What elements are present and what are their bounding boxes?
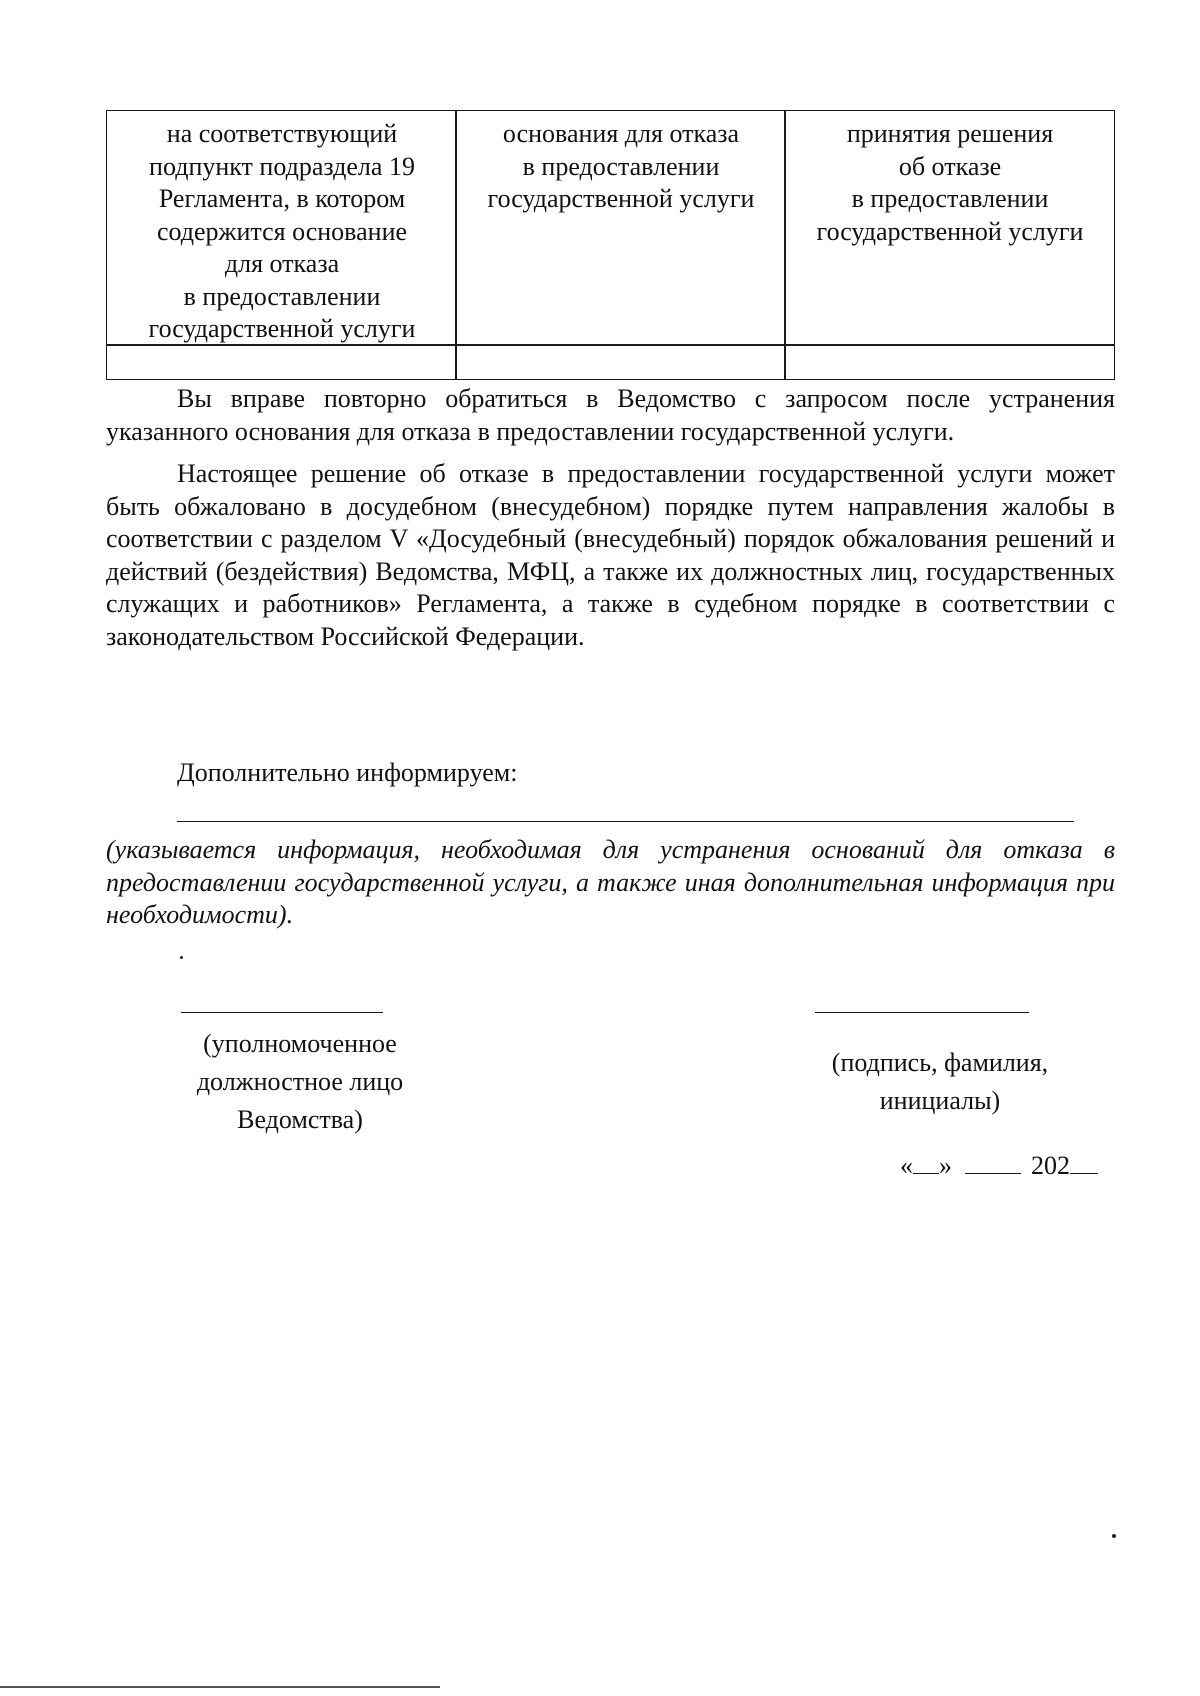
table-cell-decision [785, 111, 1115, 248]
cell-line: на соответствующий [166, 119, 398, 148]
additional-info-note: (указывается информация, необходимая для устранения оснований для отказа в предоставлении государственной услуги, а также иная дополнительная информация при необходимости). [106, 835, 1115, 930]
scan-edge [0, 1686, 440, 1688]
cell-line: государственной услуги [816, 216, 1084, 246]
cell-line: государственной услуги [148, 314, 416, 343]
cell-line: для отказа [224, 249, 340, 278]
paragraph-reapply: Вы вправе повторно обратиться в Ведомство с запросом после устранения указанного основания для отказа в предоставлении государственной услуги. [106, 384, 1115, 446]
cell-line: об отказе [898, 151, 1002, 181]
date-day-blank [913, 1153, 939, 1174]
refusal-table [106, 110, 1115, 380]
cell-line: в предоставлении [183, 281, 381, 311]
cell-line: содержится основание [156, 216, 408, 246]
date-field [900, 1151, 1098, 1181]
cell-line: подпункт подраздела 19 [149, 151, 415, 181]
signature-line-signer [815, 1012, 1029, 1013]
official-caption [150, 1025, 450, 1139]
date-close-quote: » [939, 1151, 952, 1180]
caption-line: должностное лицо [196, 1067, 404, 1096]
date-year-blank [1070, 1153, 1098, 1174]
scan-speck [1112, 1534, 1116, 1538]
date-month-blank [965, 1153, 1021, 1174]
signer-caption [790, 1044, 1090, 1120]
table-cell-grounds [457, 111, 785, 216]
additional-info-label: Дополнительно информируем: [177, 758, 518, 787]
cell-line: Регламента, в котором [158, 184, 406, 213]
cell-line: в предоставлении [851, 184, 1049, 213]
paragraph-appeal: Настоящее решение об отказе в предоставлении государственной услуги может быть обжаловано в досудебном (внесудебном) порядке путем направления жалобы в соответствии с разделом V «Досудебный (внесудебный) порядок обжалования решений и действий (бездействия) Ведомства, МФЦ, а также их должностных лиц, государственных служащих и работников» Регламента, а также в судебном порядке в соответствии с законодательством Российской Федерации. [106, 459, 1115, 651]
caption-line: (уполномоченное [203, 1029, 397, 1058]
fill-in-line [177, 821, 1074, 822]
caption-line: (подпись, фамилия, [831, 1048, 1049, 1077]
caption-line: Ведомства) [237, 1105, 363, 1134]
signature-line-official [181, 1012, 383, 1013]
date-open-quote: « [900, 1151, 913, 1180]
date-year-prefix: 202 [1031, 1151, 1070, 1180]
scan-speck [180, 956, 183, 959]
table-cell-subpoint [107, 111, 457, 346]
cell-line: государственной услуги [487, 184, 755, 213]
cell-line: в предоставлении [522, 151, 720, 181]
cell-line: принятия решения [846, 119, 1054, 148]
caption-line: инициалы) [879, 1086, 1001, 1115]
cell-line: основания для отказа [502, 119, 740, 148]
